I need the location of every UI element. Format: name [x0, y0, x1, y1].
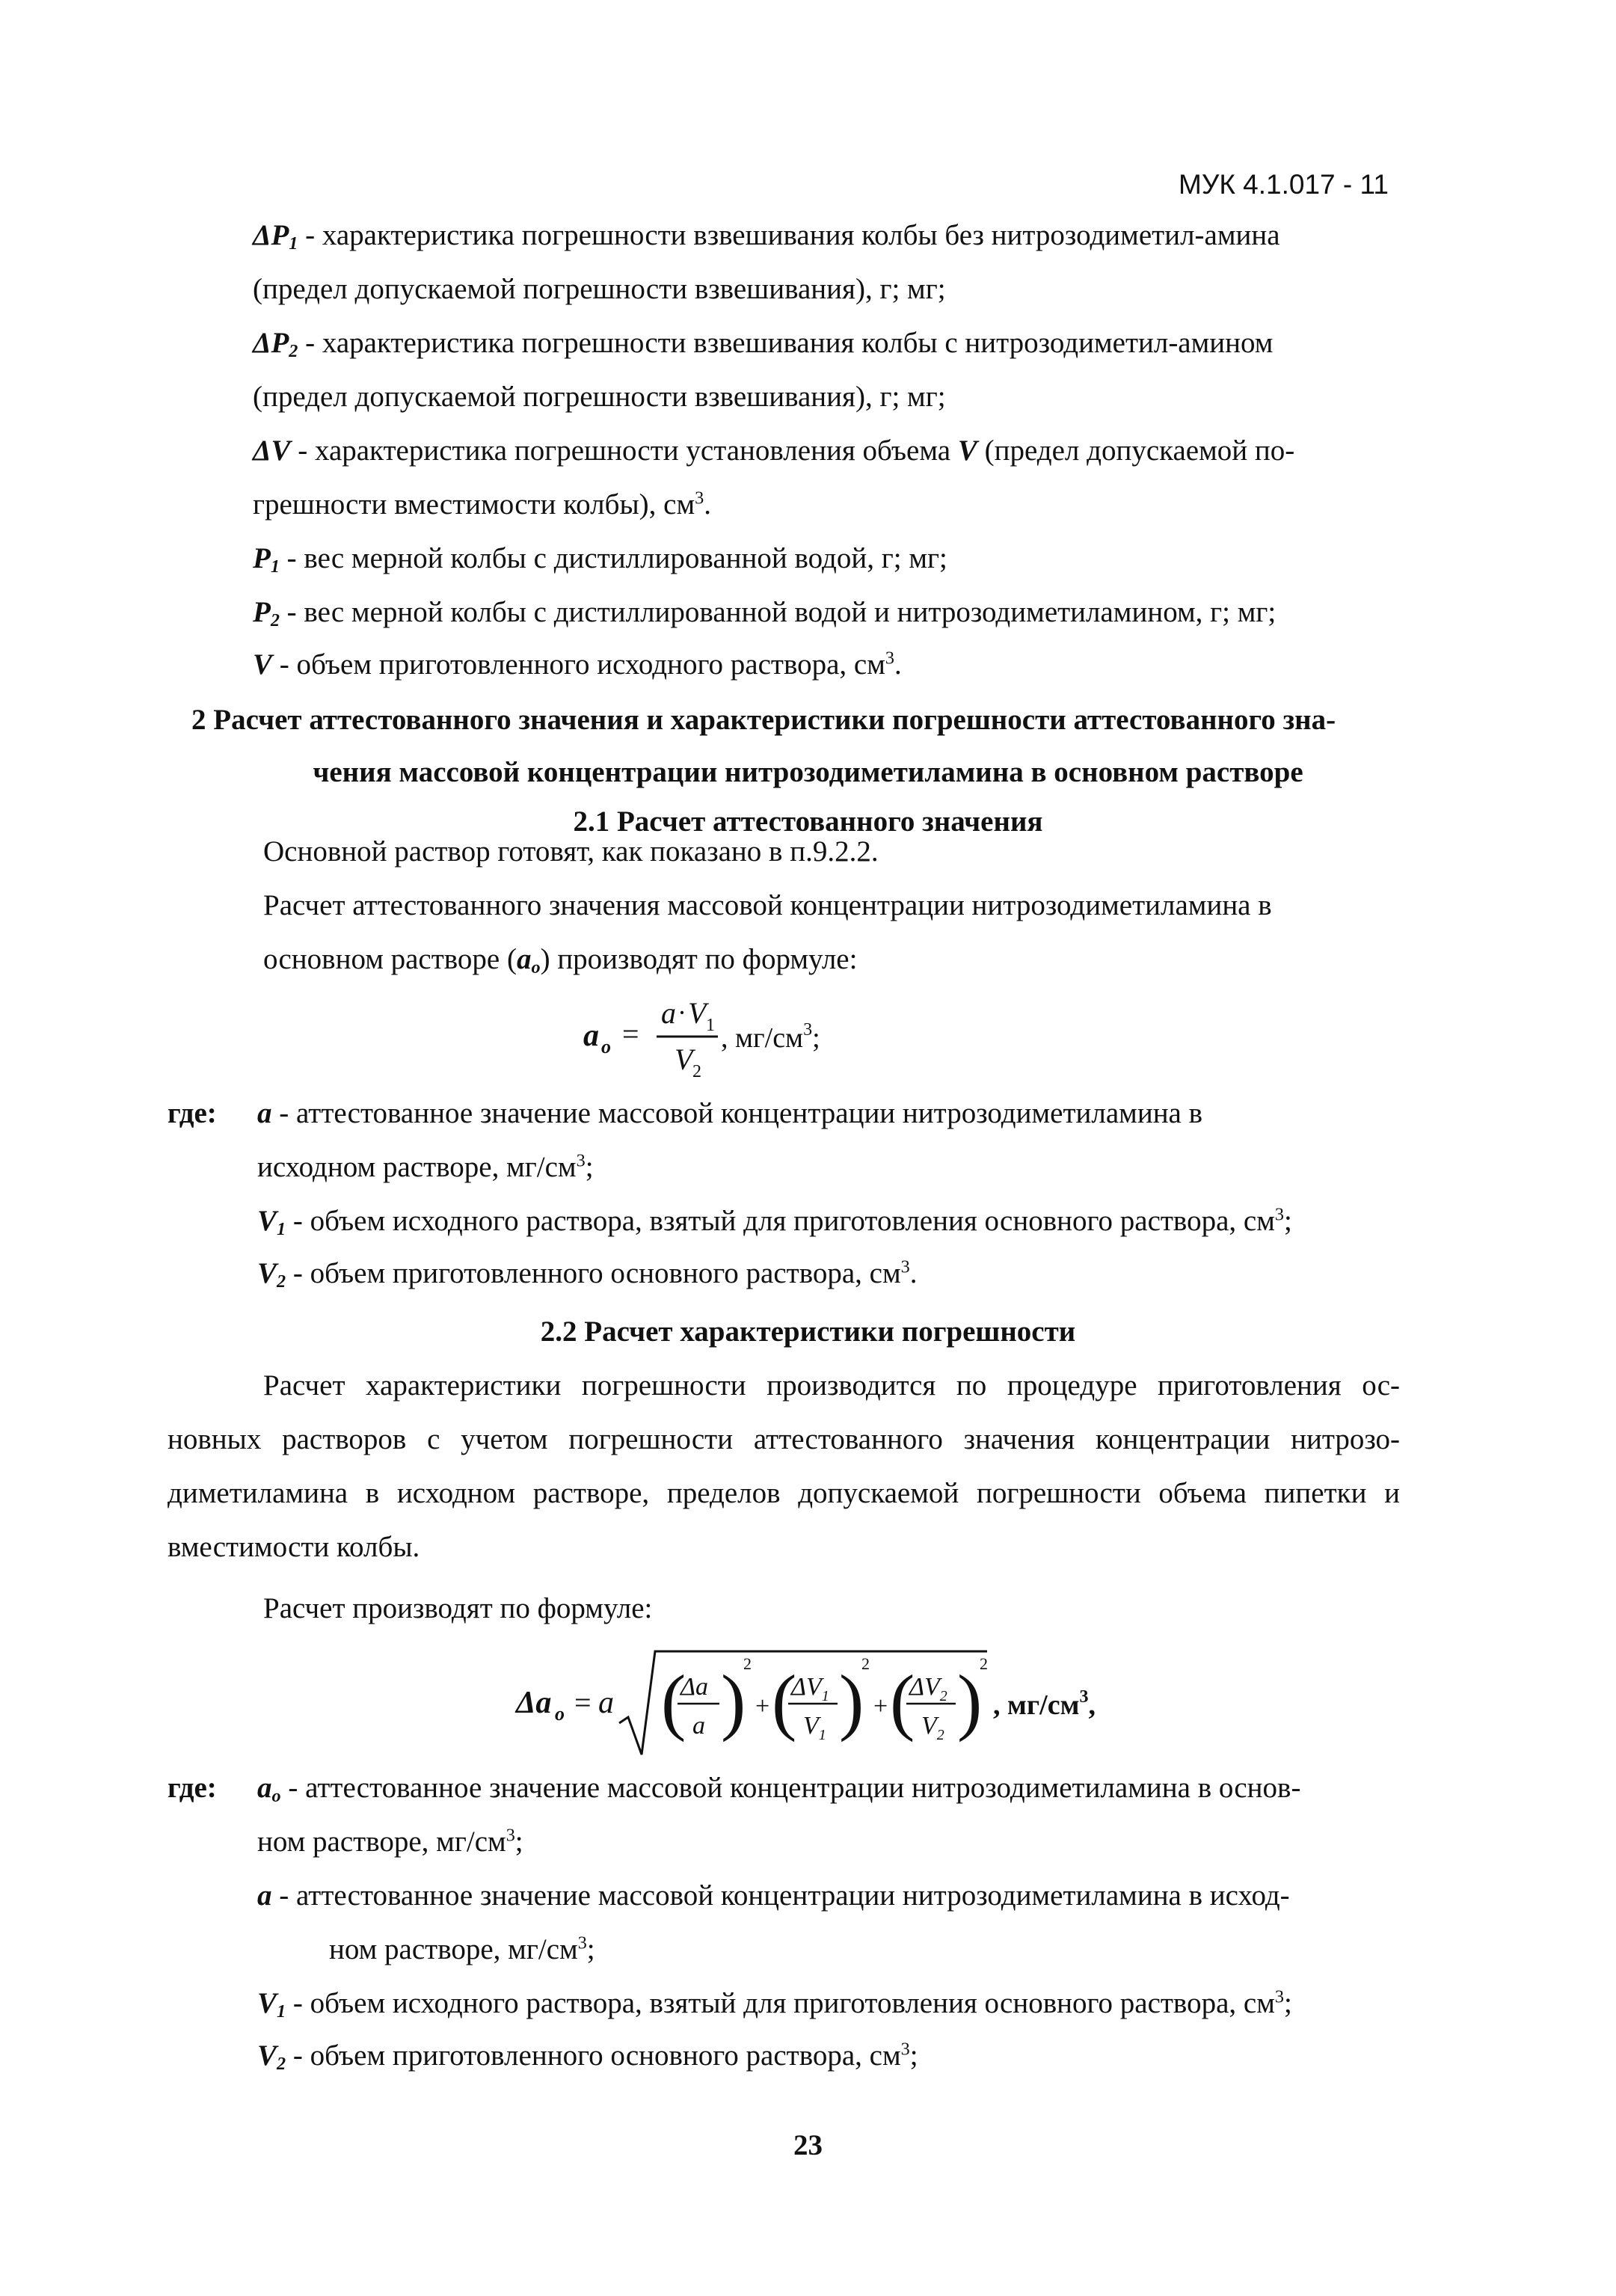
- definition-text: - характеристика погрешности взвешивания колбы без нитрозодиметил-амина: [305, 219, 1280, 251]
- formula-lhs-sub: o: [555, 1703, 565, 1725]
- document-code: МУК 4.1.017 - 11: [1179, 169, 1389, 200]
- where2-ao: [257, 1771, 1300, 1807]
- symbol: P: [253, 542, 271, 574]
- superscript: 3: [506, 1825, 515, 1846]
- where2-v2: [257, 2039, 918, 2075]
- term3-den: $V_2$: [921, 1712, 944, 1743]
- symbol: V: [257, 1205, 277, 1237]
- term2-num: $\Delta V_1$: [791, 1673, 829, 1704]
- where-label: где:: [168, 1772, 217, 1804]
- paragraph-error-line4: вместимости колбы.: [168, 1531, 420, 1563]
- def-delta-p1: [253, 218, 1280, 254]
- superscript: 3: [1274, 1204, 1284, 1225]
- superscript: 3: [577, 1933, 587, 1953]
- definition-text: ном растворе, мг/см: [257, 1826, 506, 1858]
- def-p1: [253, 541, 947, 577]
- punctuation: ;: [586, 1933, 595, 1965]
- formula-unit: , $мг/см^3$,: [993, 1687, 1096, 1721]
- formula-lhs-sub: o: [601, 1036, 611, 1058]
- formula-den-v: V: [675, 1043, 693, 1076]
- symbol-subscript: o: [271, 1786, 281, 1807]
- formula-lhs: a: [583, 1019, 599, 1053]
- paragraph-prep: Основной раствор готовят, как показано в п.9.2.2.: [263, 835, 879, 868]
- symbol: a: [257, 1879, 272, 1912]
- where2-ao-cont: [257, 1825, 523, 1858]
- def-v: [253, 648, 902, 681]
- term3-pow: 2: [980, 1654, 988, 1673]
- definition-text-end: (предел допускаемой по-: [977, 435, 1295, 467]
- symbol: ΔP: [253, 219, 289, 251]
- symbol: V: [253, 648, 273, 681]
- paragraph-error-line2: новных растворов с учетом погрешности аттестованного значения концентрации нитрозо-: [168, 1423, 1400, 1455]
- superscript: 3: [885, 648, 895, 669]
- page-number: 23: [793, 2129, 823, 2161]
- term1-num: Δa: [680, 1673, 708, 1701]
- definition-text: - аттестованное значение массовой концентрации нитрозодиметиламина в исход-: [279, 1879, 1290, 1912]
- def-delta-p2-cont: (предел допускаемой погрешности взвешивания), г; мг;: [253, 381, 946, 413]
- punctuation: ;: [909, 2039, 918, 2072]
- punctuation: ;: [1283, 1987, 1292, 2019]
- symbol-subscript: 1: [277, 2001, 286, 2022]
- definition-text: исходном растворе, мг/см: [257, 1151, 577, 1183]
- definition-text: - объем исходного раствора, взятый для приготовления основного раствора, см: [292, 1987, 1275, 2019]
- symbol: a: [516, 943, 532, 975]
- formula-lhs: Δa: [516, 1686, 552, 1720]
- paren-right-3: ): [957, 1660, 983, 1743]
- section-heading-line2: чения массовой концентрации нитрозодиметиламина в основном растворе: [313, 756, 1303, 788]
- formula-num-a: a: [661, 996, 676, 1030]
- section-heading-line1: 2 Расчет аттестованного значения и характеристики погрешности аттестованного зна-: [191, 704, 1336, 736]
- paren-right-1: ): [721, 1660, 746, 1743]
- term3-num: $\Delta V_2$: [909, 1673, 947, 1704]
- def-delta-p1-cont: (предел допускаемой погрешности взвешивания), г; мг;: [253, 273, 946, 305]
- subsection-heading-2-1: 2.1 Расчет аттестованного значения: [573, 805, 1043, 838]
- definition-text: - объем исходного раствора, взятый для приготовления основного раствора, см: [292, 1205, 1275, 1237]
- symbol-subscript: o: [531, 957, 541, 978]
- paren-right-2: ): [839, 1660, 864, 1743]
- def-delta-p2: [253, 326, 1273, 362]
- formula-dot: ·: [678, 998, 686, 1028]
- term1-pow: 2: [743, 1654, 752, 1673]
- symbol: ΔP: [253, 327, 289, 359]
- symbol: P: [253, 596, 271, 628]
- punctuation: ;: [514, 1826, 523, 1858]
- paragraph-formula-intro: Расчет производят по формуле:: [263, 1592, 653, 1624]
- symbol-subscript: 2: [277, 2054, 286, 2075]
- paragraph-calc-line1: Расчет аттестованного значения массовой концентрации нитрозодиметиламина в: [263, 889, 1272, 921]
- superscript: 3: [1274, 1986, 1284, 2007]
- paren-left-2: (: [772, 1660, 797, 1743]
- punctuation: .: [704, 488, 711, 521]
- text: основном растворе (: [263, 943, 517, 975]
- formula-concentration: [568, 980, 882, 1084]
- where2-v1: [257, 1986, 1292, 2022]
- superscript: 3: [576, 1150, 586, 1171]
- paragraph-error-line1: Расчет характеристики погрешности производится по процедуре приготовления ос-: [263, 1369, 1400, 1402]
- definition-text: - объем приготовленного основного раствора, см: [292, 1257, 901, 1289]
- formula-coef: a: [598, 1686, 614, 1720]
- paragraph-calc-line2: [263, 942, 857, 978]
- punctuation: ;: [1283, 1205, 1292, 1237]
- symbol: V: [257, 2039, 277, 2072]
- symbol-subscript: 1: [289, 233, 298, 254]
- formula-error: [509, 1642, 1182, 1762]
- superscript: 3: [695, 488, 704, 509]
- formula-num-sub: 1: [706, 1016, 715, 1035]
- formula-den-sub: 2: [692, 1062, 701, 1081]
- plus-2: +: [873, 1692, 888, 1720]
- paren-left-1: (: [661, 1660, 686, 1743]
- paren-left-3: (: [890, 1660, 915, 1743]
- definition-text: - аттестованное значение массовой концентрации нитрозодиметиламина в основ-: [288, 1772, 1301, 1804]
- text: ) производят по формуле:: [540, 943, 858, 975]
- definition-text: - вес мерной колбы с дистиллированной водой и нитрозодиметиламином, г; мг;: [286, 596, 1276, 628]
- definition-text: ном растворе, мг/см: [329, 1933, 578, 1965]
- where1-v2: [257, 1256, 918, 1292]
- symbol-subscript: 1: [270, 556, 280, 577]
- formula-equals: =: [622, 1017, 639, 1051]
- def-delta-v: [253, 434, 1294, 467]
- def-delta-v-cont: [253, 488, 711, 521]
- inline-symbol: V: [957, 435, 977, 467]
- punctuation: ;: [585, 1151, 594, 1183]
- symbol-subscript: 2: [270, 610, 280, 631]
- def-p2: [253, 595, 1276, 631]
- symbol: a: [257, 1097, 272, 1129]
- where1-v1: [257, 1204, 1292, 1240]
- formula-equals: =: [574, 1686, 592, 1719]
- term1-den: a: [692, 1712, 705, 1740]
- subsection-heading-2-2: 2.2 Расчет характеристики погрешности: [540, 1316, 1076, 1348]
- punctuation: .: [909, 1257, 918, 1289]
- definition-text: - объем приготовленного исходного раствора, см: [279, 648, 885, 681]
- superscript: 3: [900, 1256, 910, 1277]
- punctuation: .: [894, 648, 902, 681]
- definition-text: - характеристика погрешности взвешивания колбы с нитрозодиметил-амином: [305, 327, 1274, 359]
- paragraph-error-line3: диметиламина в исходном растворе, пределов допускаемой погрешности объема пипетки и: [168, 1477, 1400, 1509]
- superscript: 3: [900, 2039, 910, 2060]
- term2-den: $V_1$: [803, 1712, 826, 1743]
- where1-a-cont: [257, 1150, 594, 1184]
- symbol: V: [257, 1257, 277, 1289]
- symbol: a: [257, 1772, 272, 1804]
- symbol-subscript: 1: [277, 1219, 286, 1240]
- definition-text: - аттестованное значение массовой концентрации нитрозодиметиламина в: [279, 1097, 1203, 1129]
- symbol: V: [257, 1987, 277, 2019]
- symbol: ΔV: [253, 435, 291, 467]
- formula-num-v: V: [688, 996, 707, 1030]
- symbol-subscript: 2: [277, 1271, 286, 1292]
- where2-a-cont: [329, 1933, 595, 1966]
- definition-text: грешности вместимости колбы), см: [253, 488, 695, 521]
- definition-text: - объем приготовленного основного раствора, см: [292, 2039, 901, 2072]
- definition-text: - характеристика погрешности установления объема: [298, 435, 958, 467]
- symbol-subscript: 2: [289, 341, 298, 362]
- formula-unit: , $мг/см^3$;: [721, 1020, 820, 1054]
- where2-a: [257, 1879, 1290, 1912]
- definition-text: - вес мерной колбы с дистиллированной водой, г; мг;: [286, 542, 947, 574]
- where-label: где:: [168, 1097, 217, 1129]
- plus-1: +: [755, 1692, 770, 1720]
- where1-a: [257, 1096, 1202, 1130]
- term2-pow: 2: [861, 1654, 870, 1673]
